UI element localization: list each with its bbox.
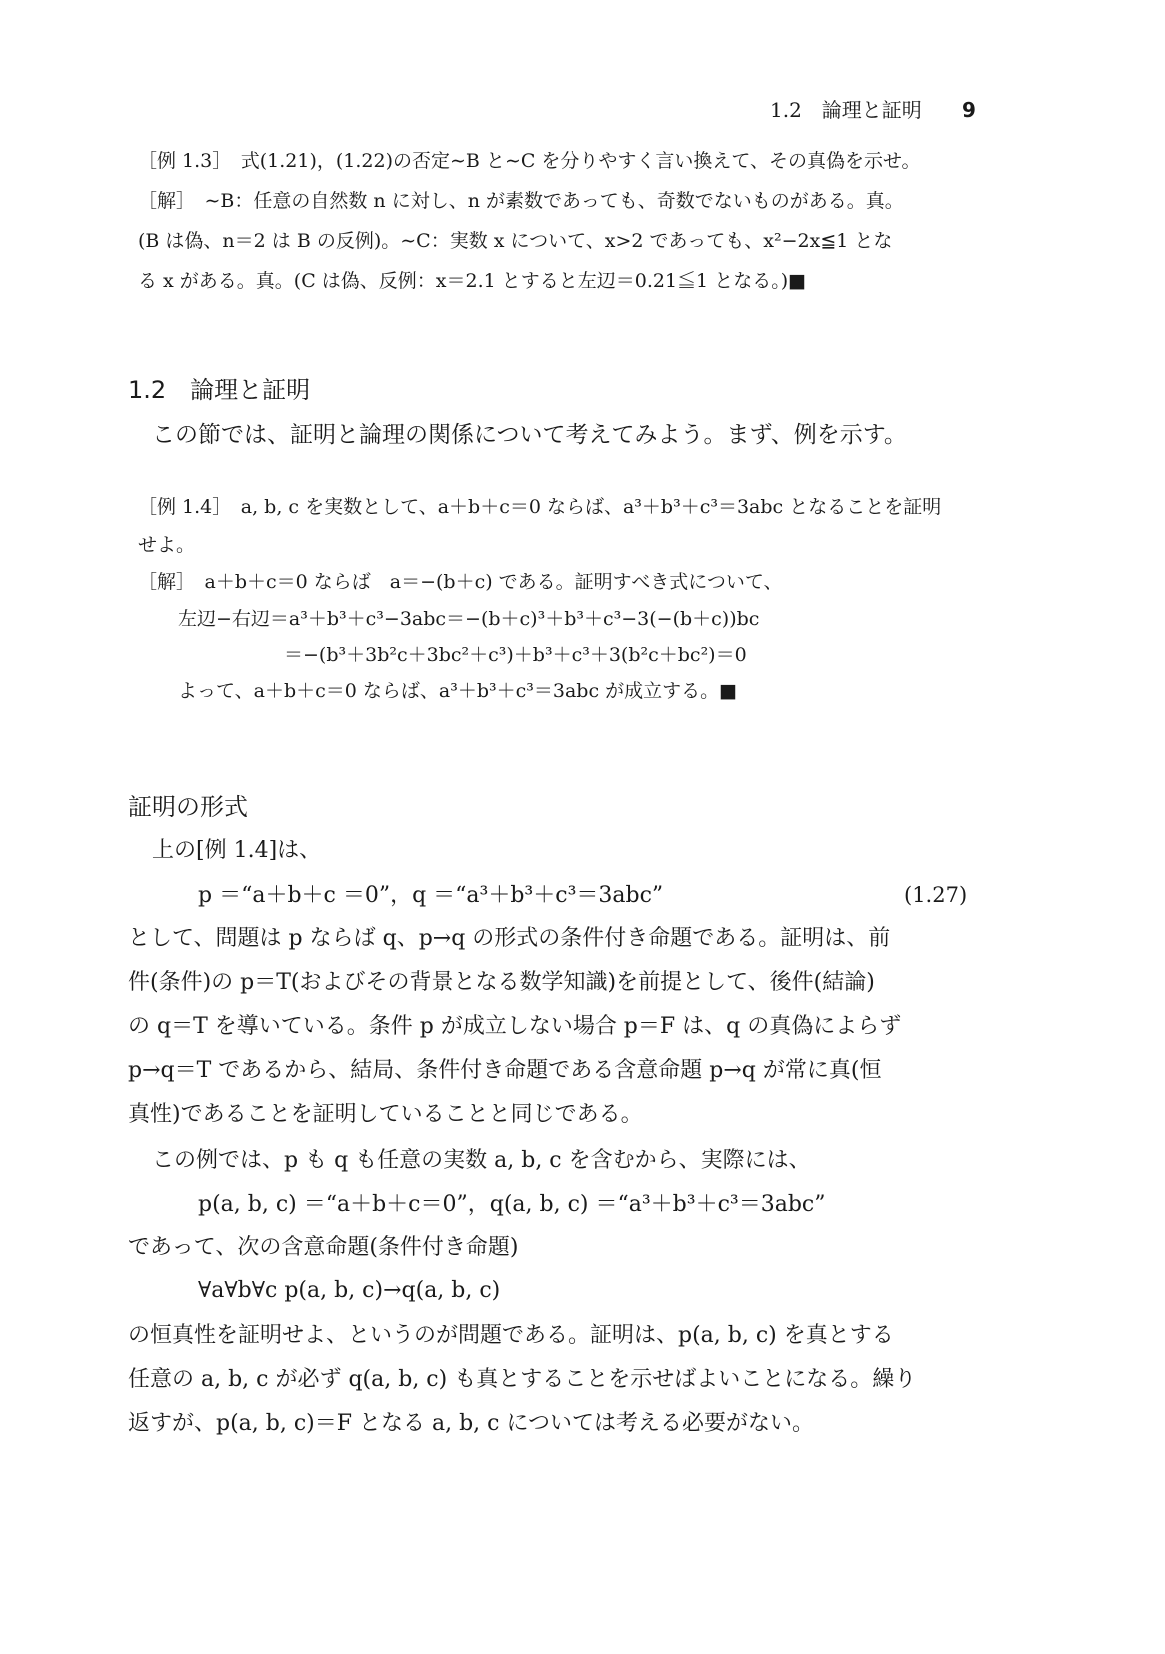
example-1-4-line: せよ。 bbox=[138, 534, 196, 556]
equation-number: (1.27) bbox=[904, 883, 968, 907]
body-line: であって、次の含意命題(条件付き命題) bbox=[128, 1235, 519, 1260]
body-line: として、問題は p ならば q、p→q の形式の条件付き命題である。証明は、前 bbox=[128, 926, 891, 951]
equation-predicates: p(a, b, c) ＝“a＋b＋c＝0”，q(a, b, c) ＝“a³＋b³＋c³＝3abc” bbox=[198, 1192, 826, 1217]
equation-1-27: p ＝“a＋b＋c ＝0”，q ＝“a³＋b³＋c³＝3abc” bbox=[198, 883, 664, 908]
page-number: 9 bbox=[962, 98, 976, 122]
example-1-4-equation: 左辺−右辺＝a³＋b³＋c³−3abc＝−(b＋c)³＋b³＋c³−3(−(b＋c))bc bbox=[178, 608, 760, 630]
body-line: 真性)であることを証明していることと同じである。 bbox=[128, 1102, 643, 1127]
body-line: 上の[例 1.4]は、 bbox=[152, 838, 322, 863]
example-1-4-conclusion: よって、a＋b＋c＝0 ならば、a³＋b³＋c³＝3abc が成立する。■ bbox=[178, 680, 738, 702]
example-1-4-line: ［例 1.4］ a, b, c を実数として、a＋b＋c＝0 ならば、a³＋b³＋c³＝3abc となることを証明 bbox=[138, 496, 942, 518]
section-heading: 1.2 論理と証明 bbox=[128, 376, 311, 404]
subsection-heading: 証明の形式 bbox=[128, 793, 248, 821]
example-1-4-equation: ＝−(b³＋3b²c＋3bc²＋c³)＋b³＋c³＋3(b²c＋bc²)＝0 bbox=[284, 644, 747, 666]
example-1-3-line: (B は偽、n＝2 は B の反例)。∼C：実数 x について、x>2 であっても、x²−2x≦1 とな bbox=[138, 230, 893, 252]
body-line: この例では、p も q も任意の実数 a, b, c を含むから、実際には、 bbox=[152, 1148, 811, 1173]
example-1-3-line: る x がある。真。(C は偽、反例：x＝2.1 とすると左辺＝0.21≦1 となる。)■ bbox=[138, 270, 807, 292]
example-1-4-line: ［解］ a＋b＋c＝0 ならば a＝−(b＋c) である。証明すべき式について、 bbox=[138, 571, 783, 593]
section-intro: この節では、証明と論理の関係について考えてみよう。まず、例を示す。 bbox=[152, 422, 907, 448]
body-line: p→q＝T であるから、結局、条件付き命題である含意命題 p→q が常に真(恒 bbox=[128, 1058, 882, 1083]
example-1-3-line: ［例 1.3］ 式(1.21)，(1.22)の否定∼B と∼C を分りやすく言い換えて、その真偽を示せ。 bbox=[138, 150, 921, 172]
body-line: の恒真性を証明せよ、というのが問題である。証明は、p(a, b, c) を真とする bbox=[128, 1323, 894, 1348]
body-line: 件(条件)の p＝T(およびその背景となる数学知識)を前提として、後件(結論) bbox=[128, 970, 875, 995]
equation-quantified: ∀a∀b∀c p(a, b, c)→q(a, b, c) bbox=[198, 1278, 501, 1303]
example-1-3-line: ［解］ ∼B：任意の自然数 n に対し、n が素数であっても、奇数でないものがある。真。 bbox=[138, 190, 904, 212]
body-line: 任意の a, b, c が必ず q(a, b, c) も真とすることを示せばよいことになる。繰り bbox=[128, 1367, 917, 1392]
body-line: 返すが、p(a, b, c)＝F となる a, b, c については考える必要がない。 bbox=[128, 1411, 815, 1436]
running-title: 1.2 論理と証明 bbox=[770, 98, 922, 122]
body-line: の q＝T を導いている。条件 p が成立しない場合 p＝F は、q の真偽によらず bbox=[128, 1014, 902, 1039]
